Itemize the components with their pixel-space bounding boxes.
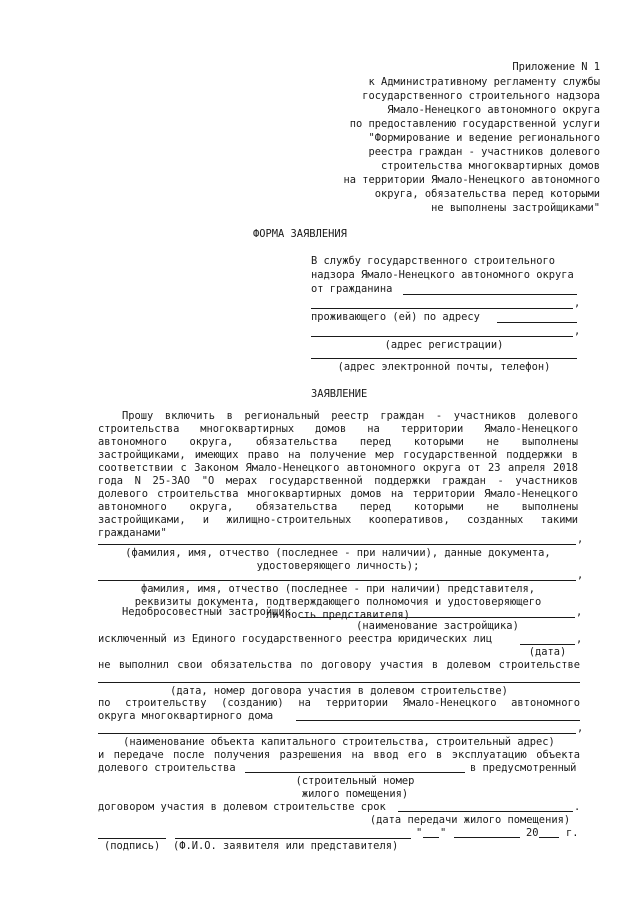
addressee-line-1: В службу государственного строительного — [311, 255, 555, 267]
addressee-line-2: надзора Ямало-Ненецкого автономного округа — [311, 269, 574, 281]
flat-number-caption-2: жилого помещения) — [301, 788, 409, 800]
address-field-line-2[interactable] — [311, 336, 573, 337]
representative-caption-1: фамилия, имя, отчество (последнее - при наличии) представителя, — [140, 583, 536, 595]
day-field[interactable] — [423, 837, 439, 838]
appendix-line: к Административному регламенту службы — [368, 76, 600, 88]
request-line: строительства многоквартирных домов на территории Ямало-Ненецкого — [98, 423, 578, 435]
request-line-last: гражданами" — [98, 527, 167, 539]
request-line: Прошу включить в региональный реестр граждан - участников долевого — [122, 410, 578, 422]
appendix-line: "Формирование и ведение регионального — [368, 132, 600, 144]
developer-caption: (наименование застройщика) — [356, 620, 519, 632]
form-title: ФОРМА ЗАЯВЛЕНИЯ — [253, 228, 347, 240]
flat-number-field[interactable] — [245, 772, 465, 773]
comma: , — [574, 297, 581, 309]
request-line: автономного округа, обязательства перед которыми не выполнены — [98, 501, 578, 513]
applicant-field[interactable] — [98, 544, 576, 545]
handover-date-field[interactable] — [398, 811, 573, 812]
contract-caption: (дата, номер договора участия в долевом строительстве) — [170, 685, 508, 697]
representative-caption-3: личность представителя) — [266, 609, 410, 621]
signature-caption: (подпись) — [104, 840, 161, 852]
appendix-line: не выполнены застройщиками" — [431, 202, 600, 214]
full-name-caption: (Ф.И.О. заявителя или представителя) — [173, 840, 399, 852]
appendix-line: Приложение N 1 — [512, 61, 600, 73]
failed-label: не выполнил свои обязательства по договору участия в долевом строительстве — [98, 659, 580, 671]
comma: , — [577, 722, 584, 734]
applicant-caption-1: (фамилия, имя, отчество (последнее - при наличии), данные документа, — [125, 547, 551, 559]
year-field[interactable] — [539, 837, 559, 838]
date-open-quote: " — [416, 827, 423, 839]
request-line: автономного округа, обязательства перед которыми не выполнены — [98, 436, 578, 448]
excluded-label: исключенный из Единого государственного реестра юридических лиц — [98, 633, 493, 645]
reg-address-caption: (адрес регистрации) — [384, 339, 504, 351]
house-field[interactable] — [296, 720, 580, 721]
comma: , — [577, 533, 584, 545]
year-prefix: 20 — [526, 827, 539, 839]
appendix-line: на территории Ямало-Ненецкого автономного — [343, 174, 600, 186]
request-line: застройщиками, и жилищно-строительных кооперативов, созданных такими — [98, 514, 578, 526]
exclusion-date-field[interactable] — [520, 644, 575, 645]
request-line: долевого строительства многоквартирных домов на территории Ямало-Ненецкого — [98, 488, 578, 500]
appendix-line: округа, обязательства перед которыми — [374, 188, 600, 200]
handover-date-caption: (дата передачи жилого помещения) — [369, 814, 571, 826]
comma: , — [576, 606, 583, 618]
representative-caption-2: реквизиты документа, подтверждающего полномочия и удостоверяющего — [134, 596, 542, 608]
signature-field[interactable] — [98, 838, 166, 839]
house-field-line-2[interactable] — [98, 733, 576, 734]
appendix-line: государственного строительного надзора — [362, 90, 600, 102]
transfer-line-1: и передаче после получения разрешения на ввод его в эксплуатацию объекта — [98, 749, 580, 761]
citizen-name-field[interactable] — [403, 294, 577, 295]
construction-line-2: округа многоквартирного дома — [98, 710, 274, 722]
transfer-line-2-start: долевого строительства — [98, 762, 236, 774]
comma: , — [577, 569, 584, 581]
construction-line-1: по строительству (созданию) на территории Ямало-Ненецкого автономного — [98, 697, 580, 709]
contact-field[interactable] — [311, 358, 577, 359]
appendix-line: реестра граждан - участников долевого — [368, 146, 600, 158]
month-field[interactable] — [454, 837, 520, 838]
appendix-line: Ямало-Ненецкого автономного округа — [387, 104, 600, 116]
appendix-line: строительства многоквартирных домов — [381, 160, 600, 172]
flat-number-caption-1: (строительный номер — [295, 775, 415, 787]
developer-label: Недобросовестный застройщик — [122, 606, 291, 618]
statement-title: ЗАЯВЛЕНИЕ — [311, 388, 368, 400]
applicant-caption-2: удостоверяющего личность); — [256, 560, 420, 572]
appendix-line: по предоставлению государственной услуги — [349, 118, 600, 130]
comma: , — [574, 325, 581, 337]
representative-field[interactable] — [98, 580, 576, 581]
deadline-label: договором участия в долевом строительстве срок — [98, 801, 386, 813]
request-line: года N 25-ЗАО "О мерах государственной поддержки граждан - участников — [98, 475, 578, 487]
address-field[interactable] — [497, 322, 577, 323]
date-close-quote: " — [440, 827, 447, 839]
request-line: соответствии с Законом Ямало-Ненецкого автономного округа от 23 апреля 2018 — [98, 462, 578, 474]
period: . — [574, 801, 581, 813]
developer-field[interactable] — [300, 617, 575, 618]
residing-label: проживающего (ей) по адресу — [311, 311, 480, 323]
transfer-line-2-end: в предусмотренный — [470, 762, 577, 774]
comma: , — [576, 633, 583, 645]
year-suffix: г. — [566, 827, 579, 839]
request-line: застройщиками, имеющих право на получение мер государственной поддержки в — [98, 449, 578, 461]
citizen-name-field-line-2[interactable] — [311, 308, 573, 309]
from-citizen-label: от гражданина — [311, 283, 393, 295]
full-name-field[interactable] — [175, 838, 411, 839]
contact-caption: (адрес электронной почты, телефон) — [337, 361, 551, 373]
contract-field[interactable] — [98, 682, 580, 683]
date-caption: (дата) — [528, 646, 567, 658]
object-caption: (наименование объекта капитального строительства, строительный адрес) — [123, 736, 555, 748]
